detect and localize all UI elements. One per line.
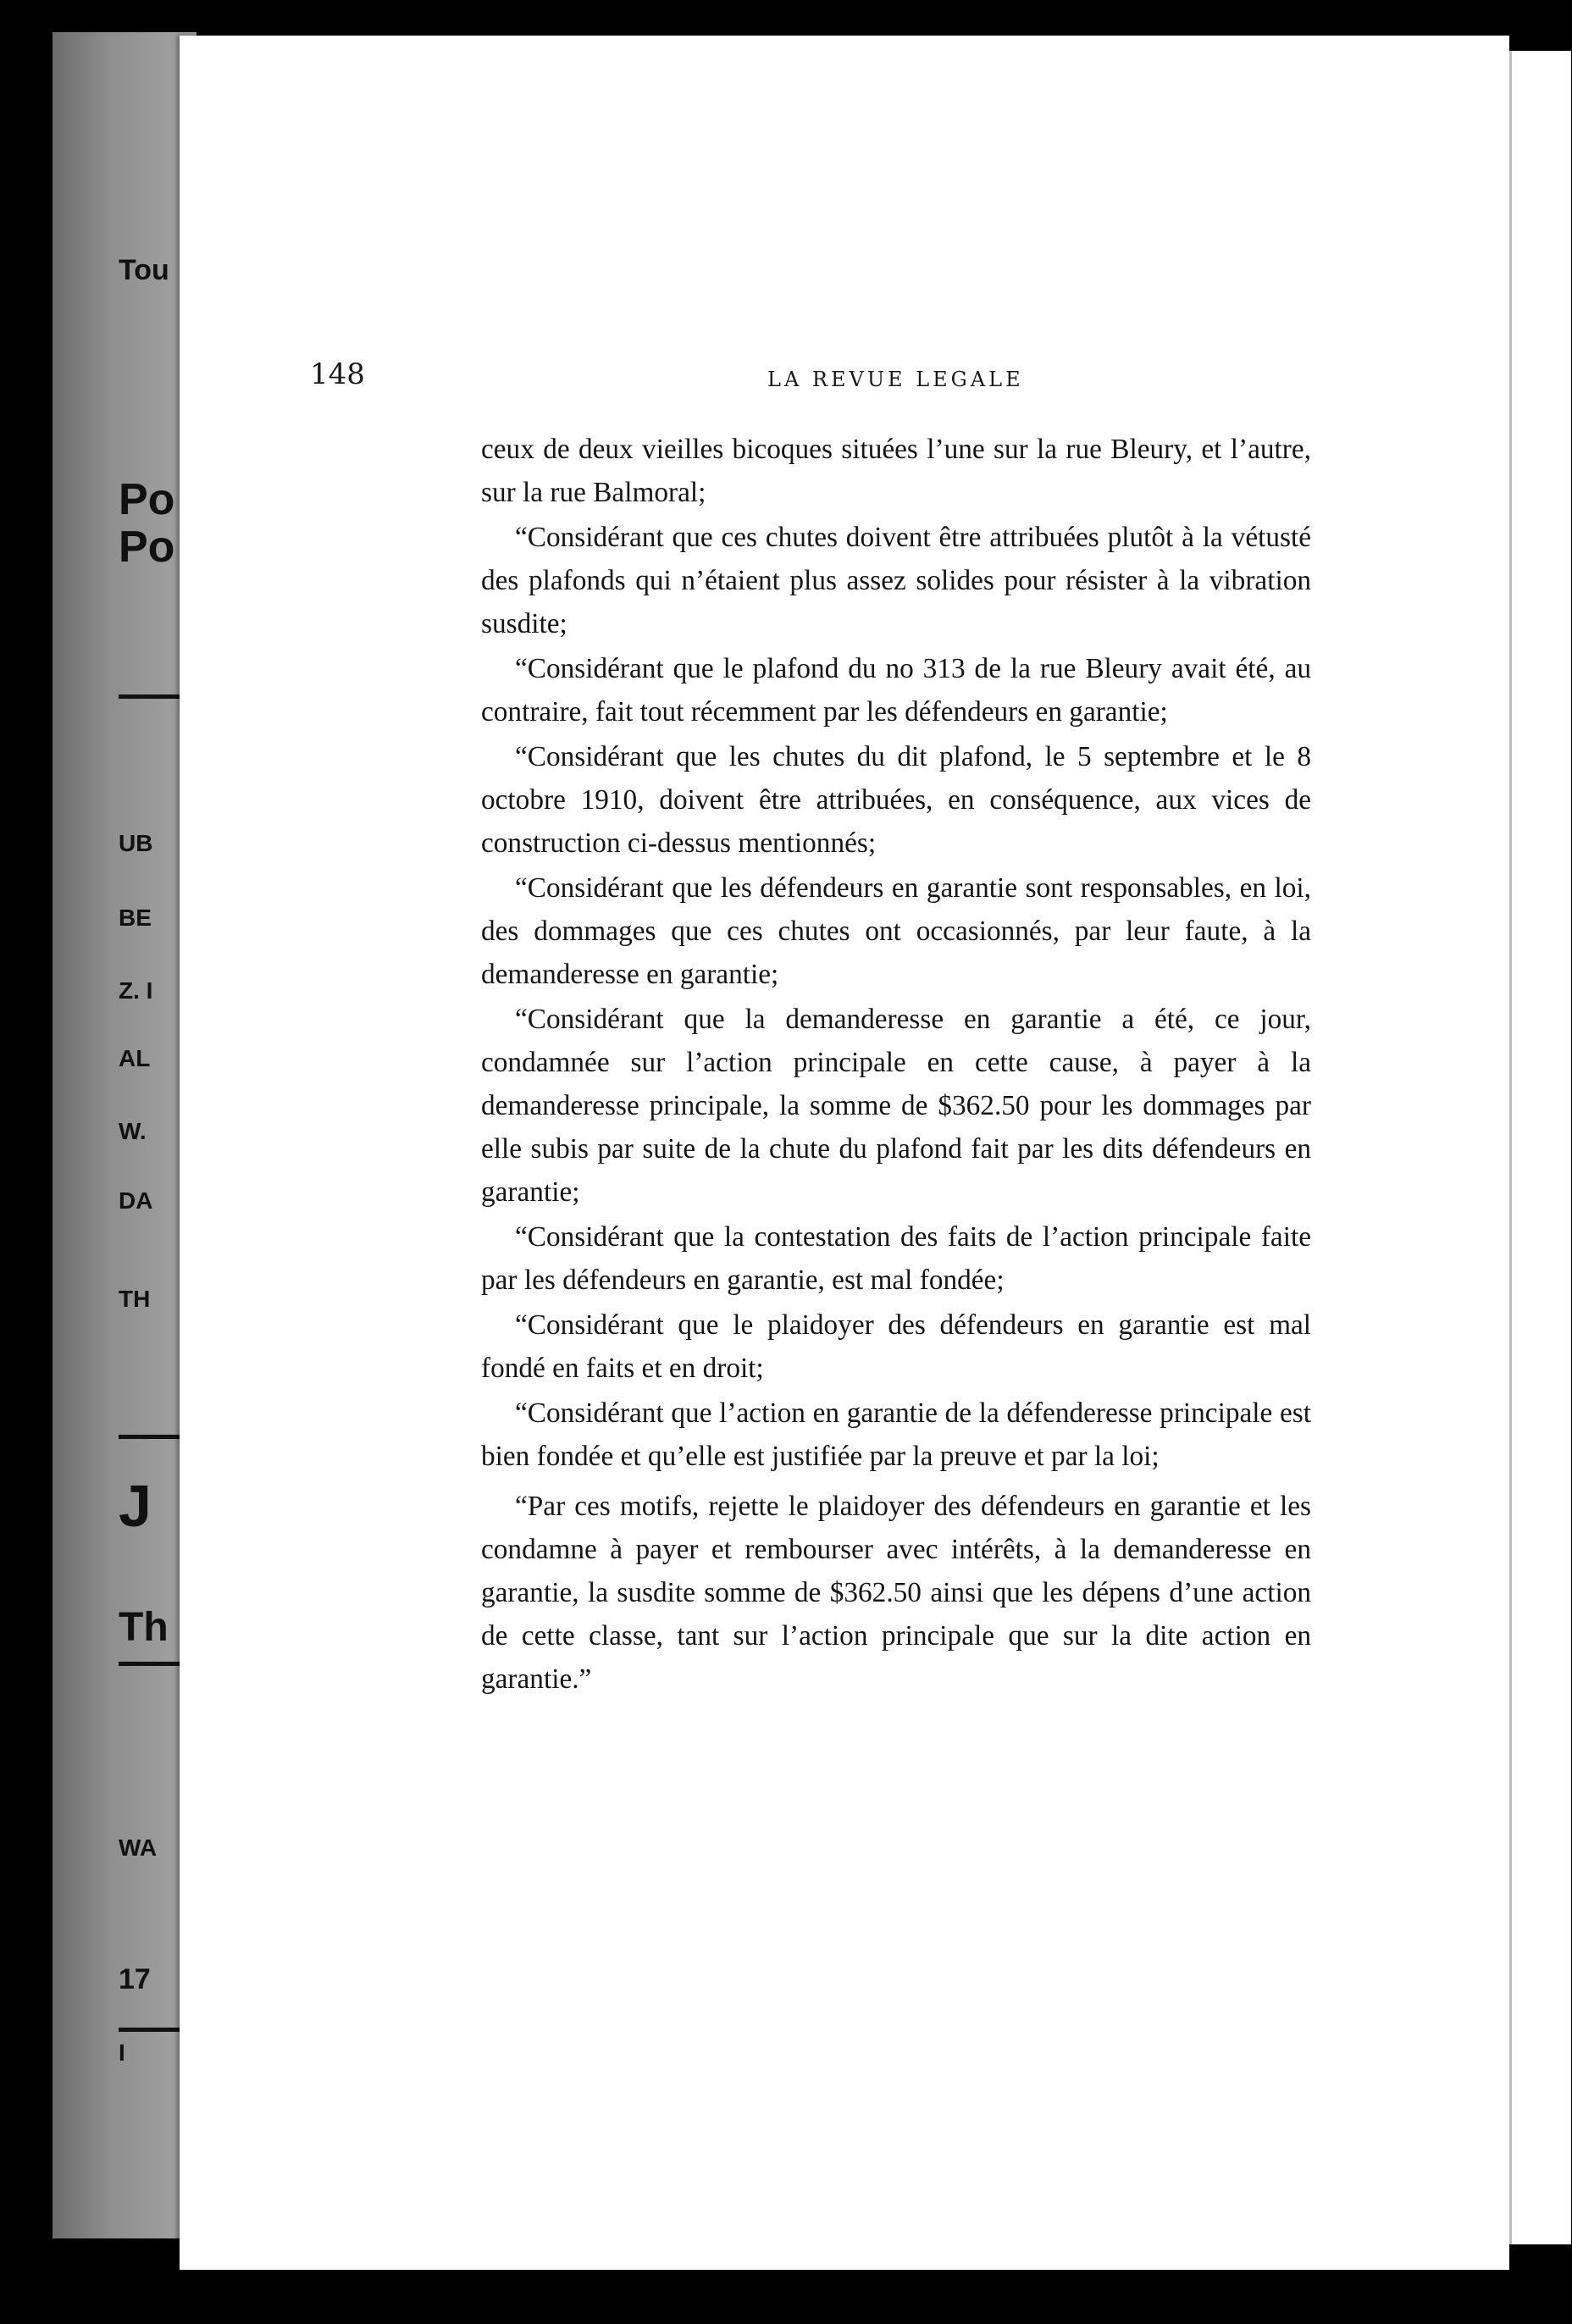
paragraph-considerant: “Considérant que les chutes du dit plafond, le 5 septembre et le 8 octobre 1910, doivent être attribuées, en conséquence, aux vices de construction ci-dessus mentionnés;	[481, 741, 1311, 859]
page-number: 148	[310, 357, 365, 391]
left-page-fragment: WA	[119, 1834, 158, 1861]
paragraph-considerant: “Considérant que le plaidoyer des défendeurs en garantie est mal fondé en faits et en droit;	[481, 1309, 1311, 1384]
paragraph-considerant: “Considérant que l’action en garantie de la défenderesse principale est bien fondée et qu’elle est justifiée par la preuve et par la loi;	[481, 1397, 1311, 1472]
left-page-fragment: W.	[119, 1118, 147, 1144]
running-title: LA REVUE LEGALE	[767, 368, 1024, 391]
left-page-fragment: Z. I	[119, 977, 153, 1004]
left-page-fragment: Th	[119, 1605, 169, 1650]
adjacent-page-strip	[53, 32, 196, 2238]
page-header	[310, 357, 1309, 391]
left-page-fragment: I	[119, 2039, 125, 2066]
left-page-fragment: Po	[119, 475, 175, 524]
left-page-fragment: Tou	[119, 254, 169, 286]
paragraph-considerant: “Considérant que la contestation des faits de l’action principale faite par les défendeurs en garantie, est mal fondée;	[481, 1221, 1311, 1296]
next-page-edge	[1509, 51, 1571, 2244]
paragraph-considerant: “Considérant que la demanderesse en garantie a été, ce jour, condamnée sur l’action principale en cette cause, à payer à la demanderesse principale, la somme de $362.50 pour les dommages par elle subis par suite de la chute du plafond fait par les dits défendeurs en garantie;	[481, 1004, 1311, 1208]
paragraph-considerant: “Considérant que ces chutes doivent être attribuées plutôt à la vétusté des plafonds qui n’étaient plus assez solides pour résister à la vibration susdite;	[481, 522, 1311, 639]
left-page-fragment: J	[119, 1473, 152, 1539]
paragraph-considerant: “Considérant que les défendeurs en garantie sont responsables, en loi, des dommages que ces chutes ont occasionnés, par leur faute, à la demanderesse en garantie;	[481, 872, 1311, 990]
left-page-fragment: DA	[119, 1187, 153, 1214]
paragraph-continuation: ceux de deux vieilles bicoques situées l’une sur la rue Bleury, et l’autre, sur la rue Balmoral;	[481, 434, 1311, 508]
paragraph-considerant: “Considérant que le plafond du no 313 de la rue Bleury avait été, au contraire, fait tout récemment par les défendeurs en garantie;	[481, 653, 1311, 728]
page-body-text	[481, 428, 1311, 1701]
left-page-fragment: Po	[119, 523, 175, 572]
left-page-fragment: TH	[119, 1286, 151, 1312]
paragraph-judgment: “Par ces motifs, rejette le plaidoyer des défendeurs en garantie et les condamne à payer et rembourser avec intérêts, à la demanderesse en garantie, la susdite somme de $362.50 ainsi que les dépens d’une action de cette classe, tant sur l’action principale que sur la dite action en garantie.”	[481, 1491, 1311, 1695]
left-page-fragment: BE	[119, 905, 152, 931]
left-page-fragment: UB	[119, 830, 153, 856]
left-page-fragment: 17	[119, 1963, 151, 1995]
left-page-fragment: AL	[119, 1045, 151, 1071]
